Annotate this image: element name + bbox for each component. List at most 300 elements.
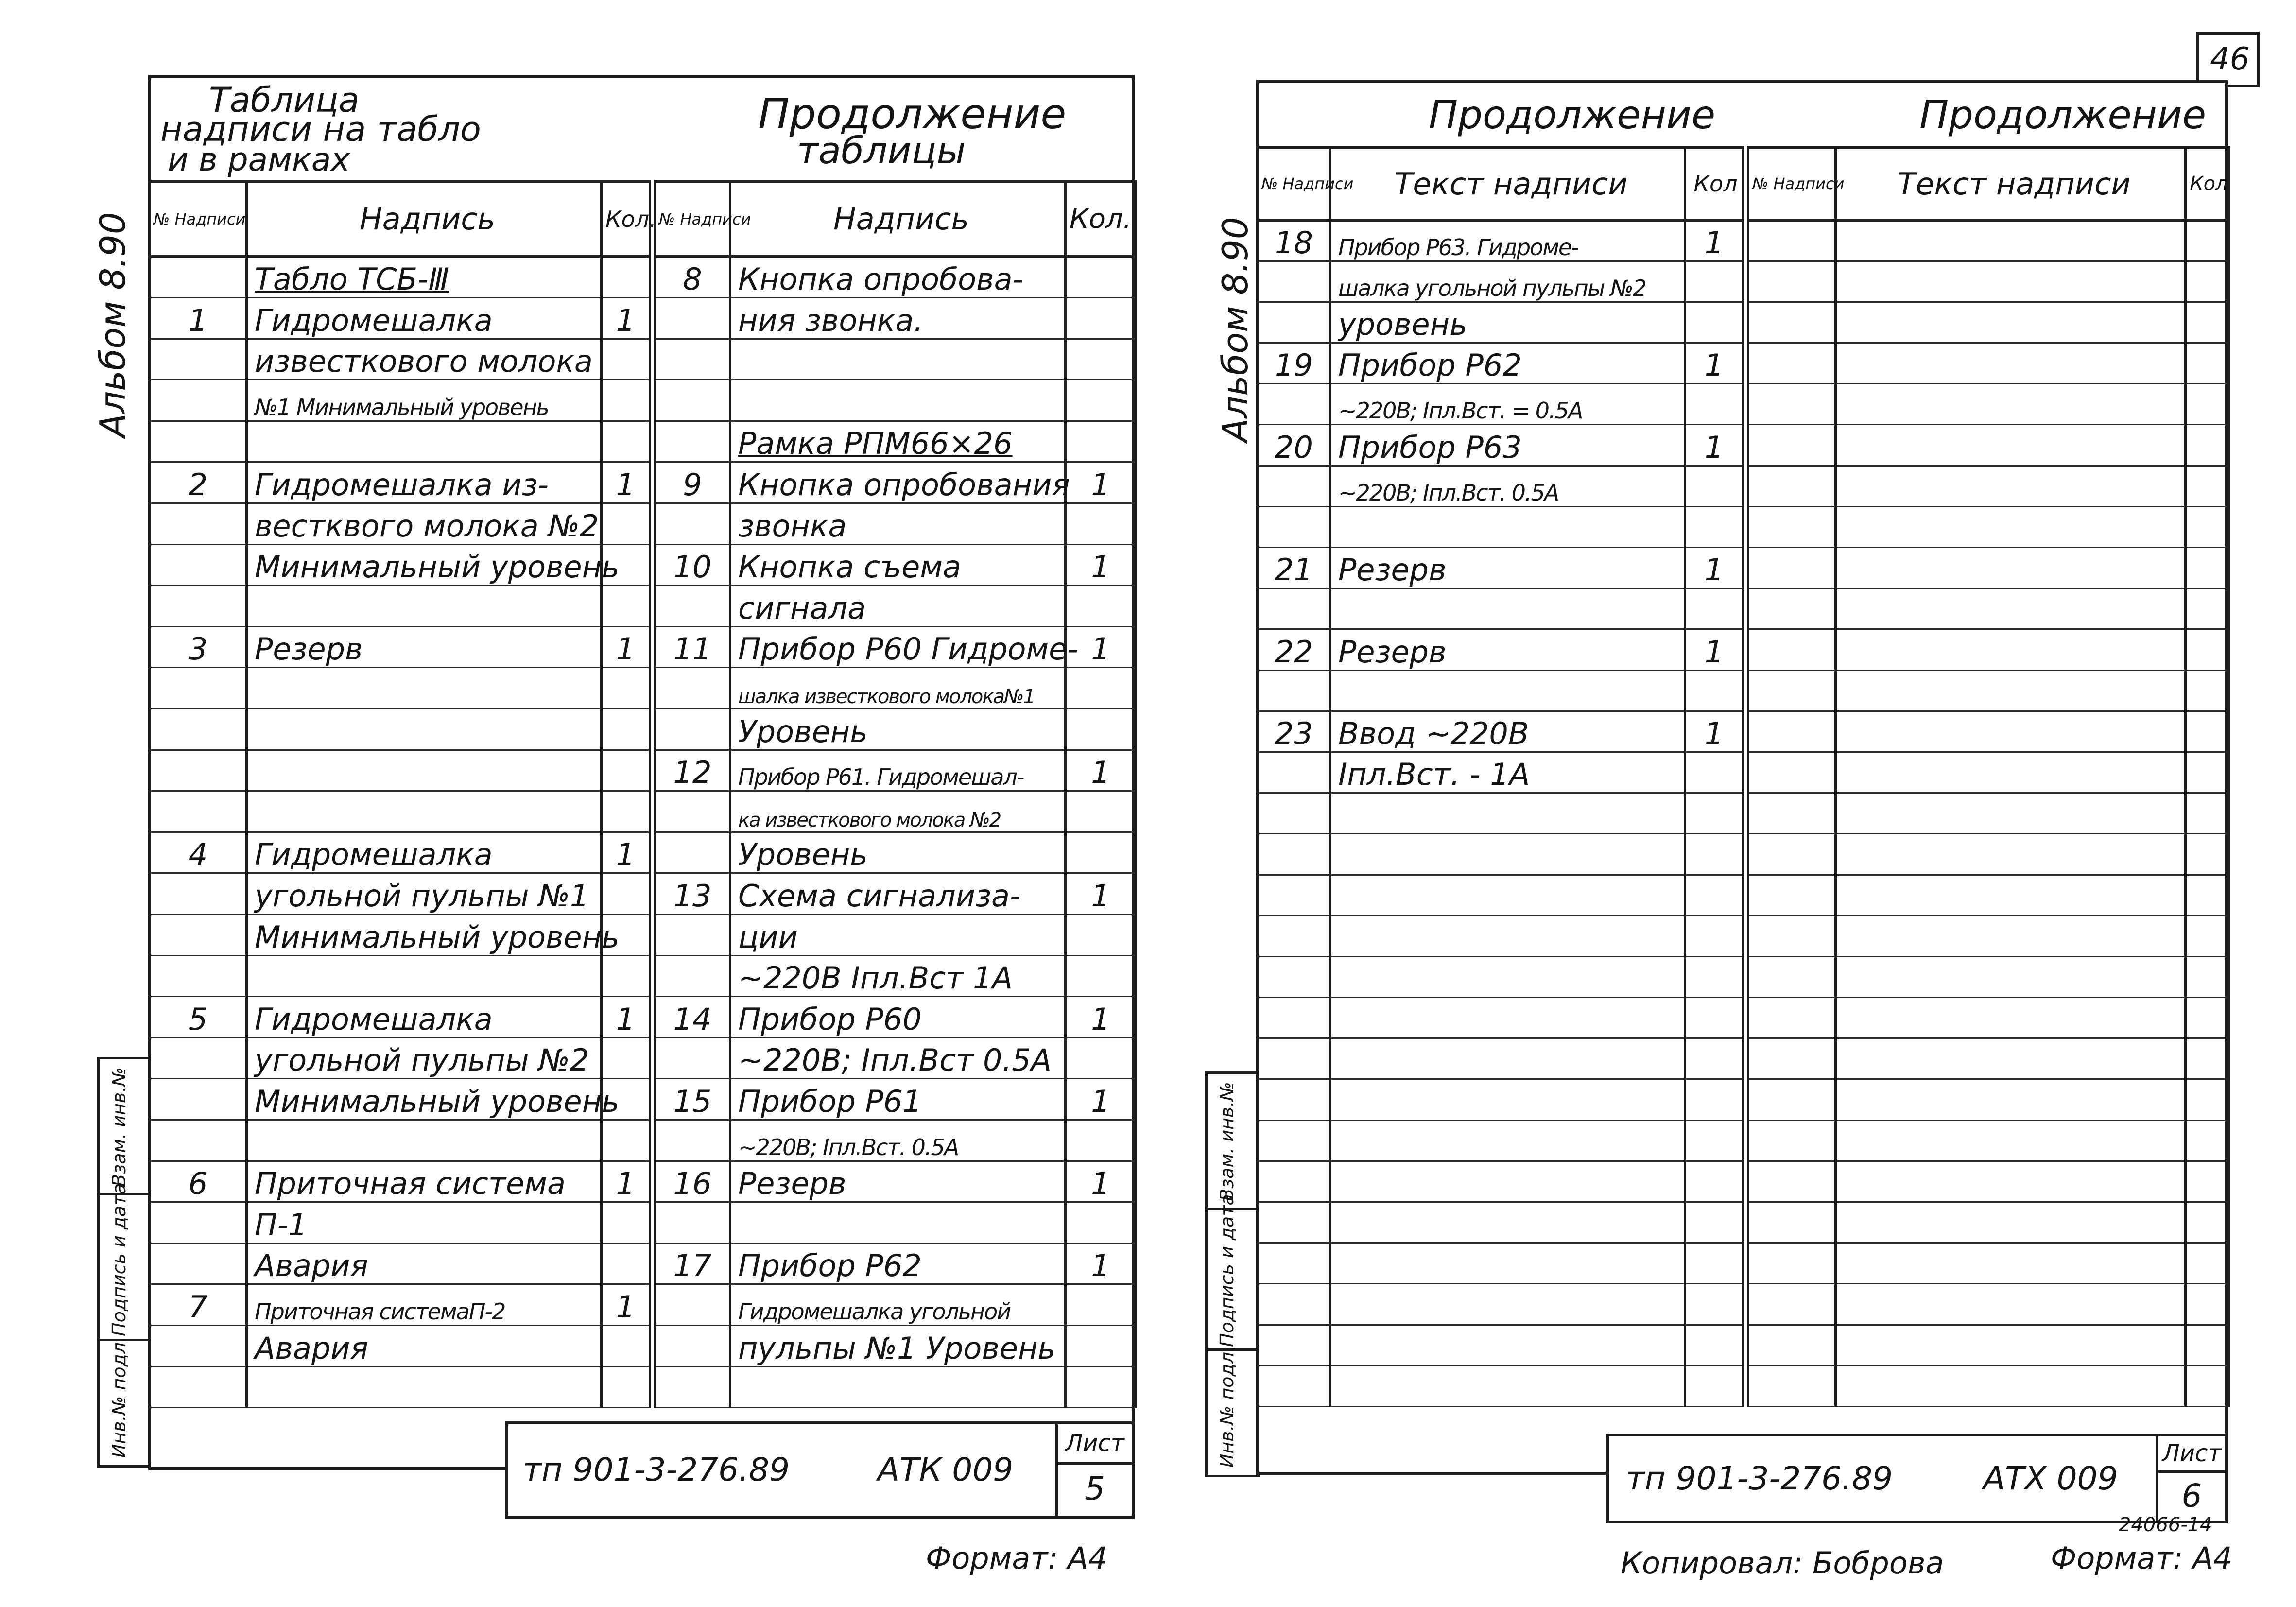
- row-text: [1330, 1120, 1685, 1161]
- labels-table-right: [654, 180, 1137, 1408]
- row-text: [1330, 1243, 1685, 1284]
- table-row: [1748, 956, 2229, 997]
- row-quantity: [1685, 1243, 1744, 1284]
- row-number: [1748, 1325, 1836, 1365]
- row-quantity: 1: [1685, 548, 1744, 588]
- row-text: [1836, 506, 2186, 547]
- side-strip-cell-replacement: [100, 1059, 149, 1195]
- table-row: [150, 462, 650, 503]
- row-text: ~220В; Iпл.Вст 0.5А: [730, 1037, 1066, 1079]
- table-row: [1258, 220, 1744, 261]
- table-row: [150, 832, 650, 873]
- sheet-number-box: [1055, 1424, 1132, 1516]
- table-row: [150, 709, 650, 750]
- row-quantity: [2186, 793, 2229, 834]
- row-text: ~220В; Iпл.Вст. 0.5А: [1330, 466, 1685, 506]
- row-quantity: [602, 421, 650, 462]
- row-quantity: [2186, 711, 2229, 752]
- table-row: [1258, 793, 1744, 834]
- sheet-number-box: [2156, 1436, 2225, 1521]
- row-quantity: [2186, 384, 2229, 425]
- table-row: [1258, 1120, 1744, 1161]
- row-text: [1330, 1038, 1685, 1079]
- row-text: [1836, 384, 2186, 425]
- row-number: [150, 1079, 247, 1120]
- col-header-num: № Надписи: [1748, 147, 1836, 220]
- row-number: [150, 1366, 247, 1408]
- table-row: [1258, 1038, 1744, 1079]
- row-number: 9: [655, 462, 730, 503]
- row-number: [655, 1202, 730, 1244]
- table-row: [1258, 343, 1744, 384]
- row-number: [1258, 588, 1330, 629]
- copied-by-label: Копировал: Боброва: [1621, 1545, 1944, 1581]
- row-text: [1330, 1202, 1685, 1243]
- row-number: [1258, 916, 1330, 956]
- table-row: [1258, 916, 1744, 956]
- row-quantity: [1066, 1120, 1136, 1161]
- row-number: [150, 1202, 247, 1244]
- row-text: ка известкового молока №2: [730, 791, 1066, 832]
- table-row: [655, 709, 1136, 750]
- row-quantity: 1: [1066, 873, 1136, 915]
- title-block: [505, 1421, 1135, 1519]
- row-number: [1748, 220, 1836, 261]
- row-quantity: [2186, 629, 2229, 670]
- row-number: [1748, 1243, 1836, 1284]
- col-header-qty: Кол: [2186, 147, 2229, 220]
- page-number: 46: [2210, 41, 2250, 77]
- row-number: [150, 544, 247, 586]
- table-row: [655, 750, 1136, 791]
- table-row: [1258, 1284, 1744, 1325]
- row-number: [1748, 875, 1836, 916]
- row-number: 3: [150, 626, 247, 668]
- table-row: [1258, 425, 1744, 466]
- table-row: [1258, 1325, 1744, 1365]
- table-row: [655, 1243, 1136, 1284]
- row-quantity: [1685, 752, 1744, 793]
- table-row: [1258, 670, 1744, 711]
- row-quantity: [2186, 875, 2229, 916]
- row-quantity: [2186, 548, 2229, 588]
- row-text: [247, 421, 602, 462]
- row-text: [1836, 220, 2186, 261]
- row-quantity: 1: [1066, 626, 1136, 668]
- row-text: [1330, 588, 1685, 629]
- table-row: [655, 1202, 1136, 1244]
- table-row: [1748, 548, 2229, 588]
- row-text: [1330, 506, 1685, 547]
- table-row: [1748, 1243, 2229, 1284]
- row-number: [1748, 343, 1836, 384]
- row-quantity: [2186, 343, 2229, 384]
- row-quantity: 1: [1066, 462, 1136, 503]
- sheet-right: [1157, 0, 2296, 1607]
- row-quantity: [1066, 1284, 1136, 1326]
- left-table-title-2: надписи на табло: [160, 109, 481, 149]
- row-text: Резерв: [247, 626, 602, 668]
- row-quantity: 1: [602, 626, 650, 668]
- row-text: [247, 1366, 602, 1408]
- row-text: [1836, 1325, 2186, 1365]
- row-text: [1836, 629, 2186, 670]
- row-number: [1258, 1243, 1330, 1284]
- inventory-label: Инв.№ подл.: [1216, 1346, 1238, 1468]
- row-text: ~220В; Iпл.Вст. = 0.5А: [1330, 384, 1685, 425]
- row-quantity: [1685, 1202, 1744, 1243]
- row-number: [1258, 384, 1330, 425]
- row-text: пульпы №1 Уровень: [730, 1325, 1066, 1366]
- row-number: [655, 709, 730, 750]
- row-number: [1748, 588, 1836, 629]
- row-quantity: [1685, 261, 1744, 302]
- table-row: [655, 997, 1136, 1038]
- row-number: 15: [655, 1079, 730, 1120]
- row-text: Гидромешалка: [247, 832, 602, 873]
- table-row: [655, 1284, 1136, 1326]
- row-number: [655, 503, 730, 545]
- row-quantity: [2186, 956, 2229, 997]
- row-text: Гидромешалка: [247, 997, 602, 1038]
- row-quantity: [1685, 384, 1744, 425]
- row-quantity: [1685, 1325, 1744, 1365]
- table-row: [150, 915, 650, 956]
- table-row: [150, 626, 650, 668]
- row-text: [1330, 1325, 1685, 1365]
- row-quantity: [2186, 220, 2229, 261]
- table-row: [1748, 1365, 2229, 1406]
- sheet-number: 5: [1085, 1470, 1105, 1507]
- left-table-title-1: Таблица: [209, 80, 360, 120]
- table-row: [150, 1202, 650, 1244]
- table-row: [150, 1366, 650, 1408]
- row-quantity: [1685, 670, 1744, 711]
- row-quantity: [1685, 506, 1744, 547]
- row-number: [150, 1243, 247, 1284]
- table-row: [1748, 261, 2229, 302]
- table-row: [655, 832, 1136, 873]
- row-quantity: [2186, 1202, 2229, 1243]
- table-row: [1258, 1365, 1744, 1406]
- col-header-qty: Кол.: [1066, 181, 1136, 257]
- document-code: АТХ 009: [1983, 1460, 2118, 1497]
- row-quantity: [602, 1366, 650, 1408]
- row-number: 13: [655, 873, 730, 915]
- row-text: [1330, 1365, 1685, 1406]
- row-text: Кнопка съема: [730, 544, 1066, 586]
- sheet-label: Лист: [2158, 1436, 2225, 1473]
- row-text: [1836, 302, 2186, 343]
- row-quantity: [2186, 916, 2229, 956]
- row-number: [655, 832, 730, 873]
- row-number: 21: [1258, 548, 1330, 588]
- row-text: Iпл.Вст. - 1А: [1330, 752, 1685, 793]
- col-header-num: № Надписи: [1258, 147, 1330, 220]
- row-text: Прибор Р60 Гидроме-: [730, 626, 1066, 668]
- table-row: [655, 462, 1136, 503]
- row-number: 20: [1258, 425, 1330, 466]
- row-quantity: [1066, 832, 1136, 873]
- row-quantity: [1685, 956, 1744, 997]
- row-quantity: [1066, 586, 1136, 627]
- row-text: [1330, 916, 1685, 956]
- table-row: [150, 544, 650, 586]
- row-number: 23: [1258, 711, 1330, 752]
- table-row: [655, 1366, 1136, 1408]
- row-text: [1836, 1202, 2186, 1243]
- row-text: известкового молока: [247, 339, 602, 380]
- row-number: 18: [1258, 220, 1330, 261]
- replacement-label: Взам. инв.№: [108, 1067, 130, 1187]
- row-text: [1836, 875, 2186, 916]
- side-strip: [1205, 1071, 1260, 1477]
- table-row: [150, 503, 650, 545]
- row-text: ния звонка.: [730, 298, 1066, 339]
- row-quantity: [602, 586, 650, 627]
- row-text: Авария: [247, 1243, 602, 1284]
- table-row: [150, 668, 650, 709]
- row-text: шалка угольной пульпы №2: [1330, 261, 1685, 302]
- table-row: [1258, 261, 1744, 302]
- row-number: [1748, 834, 1836, 875]
- row-quantity: [602, 873, 650, 915]
- row-number: [1258, 1325, 1330, 1365]
- row-text: [1836, 1120, 2186, 1161]
- row-quantity: [602, 1120, 650, 1161]
- table-row: [150, 586, 650, 627]
- row-text: угольной пульпы №1: [247, 873, 602, 915]
- row-text: Кнопка опробования: [730, 462, 1066, 503]
- row-text: [1330, 998, 1685, 1038]
- row-text: [1330, 793, 1685, 834]
- row-quantity: [1066, 668, 1136, 709]
- row-quantity: [1066, 955, 1136, 997]
- table-row: [1748, 1120, 2229, 1161]
- row-quantity: 1: [1066, 544, 1136, 586]
- row-text: [730, 1366, 1066, 1408]
- table-row: [1258, 1161, 1744, 1202]
- row-quantity: [2186, 1325, 2229, 1365]
- row-quantity: [1066, 421, 1136, 462]
- table-row: [655, 1079, 1136, 1120]
- row-text: [1330, 834, 1685, 875]
- row-quantity: 1: [602, 1161, 650, 1202]
- row-quantity: 1: [1066, 1161, 1136, 1202]
- left-table-title-3: и в рамках: [168, 141, 350, 178]
- row-number: [1748, 752, 1836, 793]
- row-quantity: [602, 709, 650, 750]
- row-number: [1748, 1161, 1836, 1202]
- table-row: [150, 955, 650, 997]
- table-row: [655, 1325, 1136, 1366]
- row-number: 8: [655, 257, 730, 298]
- row-text: Ввод ~220В: [1330, 711, 1685, 752]
- row-quantity: 1: [1066, 1079, 1136, 1120]
- table-row: [1258, 302, 1744, 343]
- row-quantity: [1685, 834, 1744, 875]
- row-quantity: [1685, 1038, 1744, 1079]
- side-strip-cell-inventory: [1208, 1346, 1257, 1475]
- row-text: [1836, 1243, 2186, 1284]
- row-quantity: [1066, 380, 1136, 421]
- row-text: Прибор Р60: [730, 997, 1066, 1038]
- continuation-title-right: Продолжение: [1919, 92, 2207, 138]
- row-number: [1748, 506, 1836, 547]
- col-header-text: Текст надписи: [1330, 147, 1685, 220]
- album-label: Альбом 8.90: [1215, 217, 1256, 442]
- row-quantity: [2186, 1038, 2229, 1079]
- row-quantity: [2186, 1365, 2229, 1406]
- table-row: [1748, 588, 2229, 629]
- table-row: [150, 1079, 650, 1120]
- row-text: Резерв: [1330, 629, 1685, 670]
- row-text: [247, 750, 602, 791]
- table-row: [1748, 1325, 2229, 1365]
- table-row: [1258, 875, 1744, 916]
- table-row: [655, 257, 1136, 298]
- row-quantity: [2186, 1079, 2229, 1120]
- row-text: [1836, 466, 2186, 506]
- table-row: [150, 997, 650, 1038]
- row-text: [1330, 956, 1685, 997]
- row-number: [1258, 506, 1330, 547]
- format-label: Формат: А4: [2051, 1540, 2232, 1576]
- row-text: [1836, 916, 2186, 956]
- table-row: [655, 955, 1136, 997]
- row-text: [1836, 1038, 2186, 1079]
- row-text: [1836, 588, 2186, 629]
- row-number: [1748, 629, 1836, 670]
- row-number: [1748, 670, 1836, 711]
- row-number: [1258, 1079, 1330, 1120]
- table-row: [1258, 711, 1744, 752]
- row-text: [247, 709, 602, 750]
- row-quantity: [2186, 670, 2229, 711]
- project-code: тп 901-3-276.89: [523, 1451, 790, 1488]
- row-number: [655, 1366, 730, 1408]
- row-number: [1258, 261, 1330, 302]
- row-number: [150, 709, 247, 750]
- col-header-qty: Кол: [1685, 147, 1744, 220]
- row-number: [655, 298, 730, 339]
- col-header-text: Надпись: [730, 181, 1066, 257]
- row-text: [1836, 956, 2186, 997]
- inventory-label: Инв.№ подл.: [108, 1336, 130, 1458]
- row-text: Гидромешалка из-: [247, 462, 602, 503]
- row-text: Минимальный уровень: [247, 544, 602, 586]
- table-row: [150, 1284, 650, 1326]
- row-number: [1258, 998, 1330, 1038]
- row-text: [730, 380, 1066, 421]
- signature-label: Подпись и дата: [1216, 1194, 1238, 1347]
- row-quantity: 1: [1685, 343, 1744, 384]
- row-text: Уровень: [730, 709, 1066, 750]
- row-number: [1748, 466, 1836, 506]
- row-quantity: [1685, 466, 1744, 506]
- row-number: [150, 380, 247, 421]
- row-number: [655, 339, 730, 380]
- table-row: [655, 339, 1136, 380]
- row-quantity: [602, 955, 650, 997]
- side-strip-cell-signature: [1208, 1194, 1257, 1351]
- table-row: [150, 1161, 650, 1202]
- table-row: [1748, 711, 2229, 752]
- table-row: [1258, 956, 1744, 997]
- row-number: [1258, 466, 1330, 506]
- row-quantity: [602, 1243, 650, 1284]
- row-text: [1836, 425, 2186, 466]
- sheet-label: Лист: [1058, 1424, 1132, 1465]
- row-number: [150, 955, 247, 997]
- row-number: [655, 915, 730, 956]
- row-quantity: [2186, 834, 2229, 875]
- table-row: [1748, 793, 2229, 834]
- row-number: 11: [655, 626, 730, 668]
- row-quantity: 1: [602, 298, 650, 339]
- row-quantity: [2186, 506, 2229, 547]
- table-row: [655, 626, 1136, 668]
- row-text: [247, 586, 602, 627]
- row-number: [1258, 875, 1330, 916]
- row-number: [150, 1325, 247, 1366]
- row-quantity: [2186, 1120, 2229, 1161]
- row-number: [1748, 425, 1836, 466]
- row-text: [1330, 1079, 1685, 1120]
- table-row: [150, 1243, 650, 1284]
- row-number: [655, 791, 730, 832]
- row-number: [1748, 711, 1836, 752]
- table-row: [1748, 506, 2229, 547]
- row-number: [150, 503, 247, 545]
- row-number: [1258, 1120, 1330, 1161]
- table-row: [1258, 588, 1744, 629]
- row-quantity: [602, 791, 650, 832]
- continuation-title-left: Продолжение: [1429, 92, 1716, 138]
- row-quantity: [1066, 339, 1136, 380]
- table-row: [655, 421, 1136, 462]
- table-row: [1748, 220, 2229, 261]
- table-row: [1258, 1202, 1744, 1243]
- row-text: [247, 955, 602, 997]
- table-row: [1748, 875, 2229, 916]
- col-header-text: Текст надписи: [1836, 147, 2186, 220]
- row-text: [247, 791, 602, 832]
- row-text: Уровень: [730, 832, 1066, 873]
- row-number: [655, 1325, 730, 1366]
- row-quantity: [1685, 1120, 1744, 1161]
- row-number: [1748, 1365, 1836, 1406]
- row-number: [150, 339, 247, 380]
- row-quantity: [1066, 791, 1136, 832]
- row-text: [1330, 875, 1685, 916]
- row-quantity: 1: [602, 462, 650, 503]
- row-text: [730, 1202, 1066, 1244]
- row-text: [1836, 834, 2186, 875]
- row-quantity: [602, 339, 650, 380]
- row-text: Резерв: [730, 1161, 1066, 1202]
- row-text: [1836, 343, 2186, 384]
- row-text: шалка известкового молока№1: [730, 668, 1066, 709]
- table-row: [1748, 1202, 2229, 1243]
- row-quantity: [1066, 298, 1136, 339]
- row-number: [1258, 1202, 1330, 1243]
- col-header-text: Надпись: [247, 181, 602, 257]
- row-number: [1258, 670, 1330, 711]
- table-row: [150, 791, 650, 832]
- title-block: [1606, 1434, 2228, 1523]
- table-row: [1748, 752, 2229, 793]
